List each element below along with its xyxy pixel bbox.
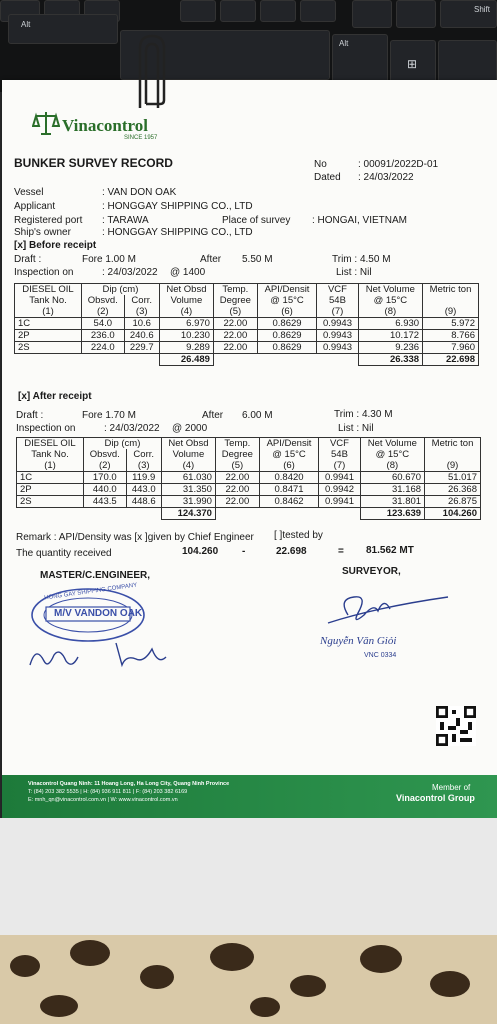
inspection-time: @ 2000: [172, 423, 208, 434]
table-cell: 443.0: [126, 484, 161, 496]
table-cell: 119.9: [126, 472, 161, 484]
pattern-spot: [40, 995, 78, 1017]
page-title: BUNKER SURVEY RECORD: [14, 156, 173, 170]
table-cell: 0.9941: [319, 496, 360, 508]
table-header: Volume: [161, 449, 215, 460]
owner-label: Ship's owner: [14, 227, 71, 238]
column-index: (8): [360, 460, 424, 472]
table-cell: 2S: [17, 496, 84, 508]
surveyor-name: Nguyễn Văn Giỏi: [320, 635, 397, 647]
table-cell: 51.017: [425, 472, 481, 484]
after-heading: [x] After receipt: [18, 391, 92, 402]
windows-icon: ⊞: [407, 57, 418, 71]
footer-email: E: mnh_qn@vinacontrol.com.vn | W: www.vinacontrol.com.vn: [28, 797, 178, 803]
binder-clip-icon: [132, 30, 172, 110]
after-value: 5.50 M: [242, 254, 273, 265]
table-cell: 229.7: [124, 342, 159, 354]
column-index: (7): [317, 306, 358, 318]
table-cell: 0.9943: [317, 330, 358, 342]
bunker-survey-document: [2, 80, 497, 820]
table-header: API/Densit: [257, 284, 317, 296]
key: [8, 14, 118, 44]
master-signature-icon: [26, 635, 176, 675]
list-value: List : Nil: [338, 423, 374, 434]
table-cell: 0.8420: [259, 472, 319, 484]
table-cell: 0.8471: [259, 484, 319, 496]
table-cell: 22.00: [213, 330, 257, 342]
table-cell: 0.9943: [317, 318, 358, 330]
table-cell: 6.970: [159, 318, 213, 330]
table-cell: 22.00: [213, 318, 257, 330]
spacer: [259, 508, 319, 520]
table-header: VCF: [319, 438, 360, 450]
table-row: [15, 318, 479, 330]
pattern-spot: [140, 965, 174, 989]
port-label: Registered port: [14, 215, 83, 226]
key-label: Alt: [21, 20, 31, 29]
table-header: DIESEL OIL: [15, 284, 82, 296]
applicant-value: : HONGGAY SHIPPING CO., LTD: [102, 201, 253, 212]
quantity-result: 81.562 MT: [366, 545, 414, 556]
table-header: Degree: [215, 449, 259, 460]
table-header: 54B: [319, 449, 360, 460]
company-logo: Vinacontrol: [62, 116, 148, 135]
column-index: (5): [213, 306, 257, 318]
list-value: List : Nil: [336, 267, 372, 278]
dated-value: : 24/03/2022: [358, 172, 414, 183]
table-cell: 0.8629: [257, 330, 317, 342]
pattern-spot: [290, 975, 326, 997]
column-index: (4): [159, 306, 213, 318]
key: [300, 0, 336, 22]
table-cell: 224.0: [82, 342, 125, 354]
master-signature-name: [38, 666, 47, 667]
table-cell: 26.368: [425, 484, 481, 496]
inspection-label: Inspection on: [16, 423, 76, 434]
table-header: Obsvd.: [82, 295, 125, 306]
spacer: [317, 354, 358, 366]
scales-logo-icon: [32, 110, 60, 136]
table-header: Obsvd.: [84, 449, 127, 460]
before-heading: [x] Before receipt: [14, 240, 97, 251]
inspection-date: : 24/03/2022: [104, 423, 160, 434]
since-label: SINCE 1957: [124, 135, 158, 141]
spacer: [82, 354, 125, 366]
table-cell: 448.6: [126, 496, 161, 508]
pattern-spot: [430, 971, 470, 997]
total-net-volume: 123.639: [360, 508, 424, 520]
footer-address: Vinacontrol Quang Ninh: 11 Hoang Long, Ha Long City, Quang Ninh Province: [28, 781, 230, 787]
after-table: [16, 437, 481, 520]
surveyor-label: SURVEYOR,: [342, 566, 401, 577]
table-cell: 22.00: [215, 472, 259, 484]
stamp-top-text: HONG GAY SHIPPING COMPANY: [43, 582, 138, 602]
table-cell: 2P: [15, 330, 82, 342]
column-index: (9): [423, 306, 479, 318]
table-cell: 7.960: [423, 342, 479, 354]
table-header: Tank No.: [15, 295, 82, 306]
table-cell: 10.6: [124, 318, 159, 330]
pattern-spot: [210, 943, 254, 971]
column-index: (2): [84, 460, 127, 472]
key: [352, 0, 392, 28]
column-index: (7): [319, 460, 360, 472]
table-header: Corr.: [126, 449, 161, 460]
inspection-label: Inspection on: [14, 267, 74, 278]
inspection-time: @ 1400: [170, 267, 206, 278]
table-header: Net Obsd: [161, 438, 215, 450]
before-table: [14, 283, 479, 366]
table-cell: 0.9942: [319, 484, 360, 496]
key: [220, 0, 256, 22]
table-header: Temp.: [213, 284, 257, 296]
fore-value: Fore 1.00 M: [82, 254, 136, 265]
no-value: : 00091/2022D-01: [358, 159, 439, 170]
no-label: No: [314, 159, 327, 170]
table-header: Corr.: [124, 295, 159, 306]
table-header: [425, 449, 481, 460]
group-label: Vinacontrol Group: [396, 793, 475, 803]
spacer: [15, 354, 82, 366]
trim-value: Trim : 4.50 M: [332, 254, 391, 265]
port-value: : TARAWA: [102, 215, 149, 226]
footer-phone: T: (84) 203 382 5535 | H: (84) 936 911 811 | F: (84) 203 382 6169: [28, 789, 188, 795]
total-volume: 124.370: [161, 508, 215, 520]
spacer: [213, 354, 257, 366]
pattern-spot: [10, 955, 40, 977]
draft-label: Draft :: [14, 254, 42, 265]
place-value: : HONGAI, VIETNAM: [312, 215, 408, 226]
remark-text: Remark : API/Density was [x ]given by Chief Engineer: [16, 532, 254, 543]
total-row: [17, 508, 481, 520]
total-row: [15, 354, 479, 366]
key-label: Shift: [473, 5, 490, 14]
minus-sign: -: [242, 546, 246, 557]
table-cell: 1C: [17, 472, 84, 484]
qr-code-icon: [436, 706, 476, 746]
document-footer: [2, 775, 497, 820]
table-cell: 26.875: [425, 496, 481, 508]
table-header: DIESEL OIL: [17, 438, 84, 450]
draft-label: Draft :: [16, 410, 44, 421]
table-cell: 0.8629: [257, 318, 317, 330]
vessel-value: : VAN DON OAK: [102, 187, 177, 198]
table-cell: 61.030: [161, 472, 215, 484]
table-cell: 170.0: [84, 472, 127, 484]
vnc-code: VNC 0334: [364, 652, 397, 659]
table-row: [17, 472, 481, 484]
column-index: (9): [425, 460, 481, 472]
table-header: VCF: [317, 284, 358, 296]
key: [396, 0, 436, 28]
vessel-label: Vessel: [14, 187, 44, 198]
table-cell: 6.930: [358, 318, 422, 330]
trim-value: Trim : 4.30 M: [334, 409, 393, 420]
table-cell: 31.801: [360, 496, 424, 508]
table-cell: 22.00: [215, 484, 259, 496]
quantity-after: 104.260: [182, 546, 219, 557]
fore-value: Fore 1.70 M: [82, 410, 136, 421]
table-row: [15, 342, 479, 354]
key: [438, 40, 497, 84]
key: [260, 0, 296, 22]
column-index: (2): [82, 306, 125, 318]
column-index: (6): [259, 460, 319, 472]
column-index: (3): [124, 306, 159, 318]
after-label: After: [200, 254, 222, 265]
table-header: Net Obsd: [159, 284, 213, 296]
table-cell: 440.0: [84, 484, 127, 496]
keyboard-background: [0, 0, 497, 92]
table-cell: 22.00: [213, 342, 257, 354]
table-cell: 8.766: [423, 330, 479, 342]
table-header: Degree: [213, 295, 257, 306]
pattern-spot: [70, 940, 110, 966]
table-cell: 54.0: [82, 318, 125, 330]
spacer: [124, 354, 159, 366]
pattern-spot: [250, 997, 280, 1017]
table-header: Temp.: [215, 438, 259, 450]
key: [332, 34, 388, 84]
key: [390, 40, 436, 84]
equals-sign: =: [338, 546, 344, 557]
total-metric-ton: 104.260: [425, 508, 481, 520]
table-cell: 9.289: [159, 342, 213, 354]
background-paper: [0, 818, 497, 948]
table-cell: 2S: [15, 342, 82, 354]
column-index: (5): [215, 460, 259, 472]
table-header: Metric ton: [423, 284, 479, 296]
tested-text: [ ]tested by: [274, 530, 323, 541]
column-index: (3): [126, 460, 161, 472]
table-cell: 0.9943: [317, 342, 358, 354]
stamp-ship-name: M/V VANDON OAK: [54, 608, 143, 619]
total-net-volume: 26.338: [358, 354, 422, 366]
table-cell: 60.670: [360, 472, 424, 484]
surveyor-signature-icon: [318, 585, 458, 630]
table-header: Tank No.: [17, 449, 84, 460]
table-header: Metric ton: [425, 438, 481, 450]
spacer: [17, 508, 84, 520]
column-index: (8): [358, 306, 422, 318]
key-label: Alt: [339, 39, 349, 48]
quantity-label: The quantity received: [16, 548, 112, 559]
master-label: MASTER/C.ENGINEER,: [40, 570, 151, 581]
table-cell: 31.168: [360, 484, 424, 496]
applicant-label: Applicant: [14, 201, 56, 212]
table-cell: 22.00: [215, 496, 259, 508]
table-header: Net Volume: [360, 438, 424, 450]
key: [440, 0, 497, 28]
table-cell: 10.172: [358, 330, 422, 342]
dated-label: Dated: [314, 172, 341, 183]
column-index: (1): [17, 460, 84, 472]
table-cell: 0.9941: [319, 472, 360, 484]
inspection-date: : 24/03/2022: [102, 267, 158, 278]
table-header: Net Volume: [358, 284, 422, 296]
table-header: Volume: [159, 295, 213, 306]
spacer: [126, 508, 161, 520]
column-index: (4): [161, 460, 215, 472]
total-volume: 26.489: [159, 354, 213, 366]
after-label: After: [202, 410, 224, 421]
table-cell: 1C: [15, 318, 82, 330]
pattern-spot: [360, 945, 402, 973]
column-index: (1): [15, 306, 82, 318]
column-index: (6): [257, 306, 317, 318]
table-header: @ 15°C: [259, 449, 319, 460]
table-header: Dip (cm): [84, 438, 162, 450]
table-header: @ 15°C: [358, 295, 422, 306]
table-row: [17, 484, 481, 496]
spacer: [257, 354, 317, 366]
table-header: @ 15°C: [257, 295, 317, 306]
owner-value: : HONGGAY SHIPPING CO., LTD: [102, 227, 253, 238]
table-row: [15, 330, 479, 342]
table-cell: 2P: [17, 484, 84, 496]
total-metric-ton: 22.698: [423, 354, 479, 366]
table-cell: 31.990: [161, 496, 215, 508]
table-header: API/Densit: [259, 438, 319, 450]
table-header: @ 15°C: [360, 449, 424, 460]
table-header: [423, 295, 479, 306]
spacer: [319, 508, 360, 520]
table-cell: 0.8629: [257, 342, 317, 354]
table-cell: 31.350: [161, 484, 215, 496]
spacer: [84, 508, 127, 520]
table-header: 54B: [317, 295, 358, 306]
table-cell: 240.6: [124, 330, 159, 342]
table-cell: 9.236: [358, 342, 422, 354]
place-label: Place of survey: [222, 215, 291, 226]
after-value: 6.00 M: [242, 410, 273, 421]
spacer: [215, 508, 259, 520]
table-cell: 443.5: [84, 496, 127, 508]
member-label: Member of: [432, 783, 471, 792]
background-fabric: [0, 935, 497, 1024]
table-header: Dip (cm): [82, 284, 160, 296]
table-cell: 0.8462: [259, 496, 319, 508]
table-row: [17, 496, 481, 508]
table-cell: 236.0: [82, 330, 125, 342]
key: [180, 0, 216, 22]
quantity-before: 22.698: [276, 546, 307, 557]
table-cell: 10.230: [159, 330, 213, 342]
table-cell: 5.972: [423, 318, 479, 330]
